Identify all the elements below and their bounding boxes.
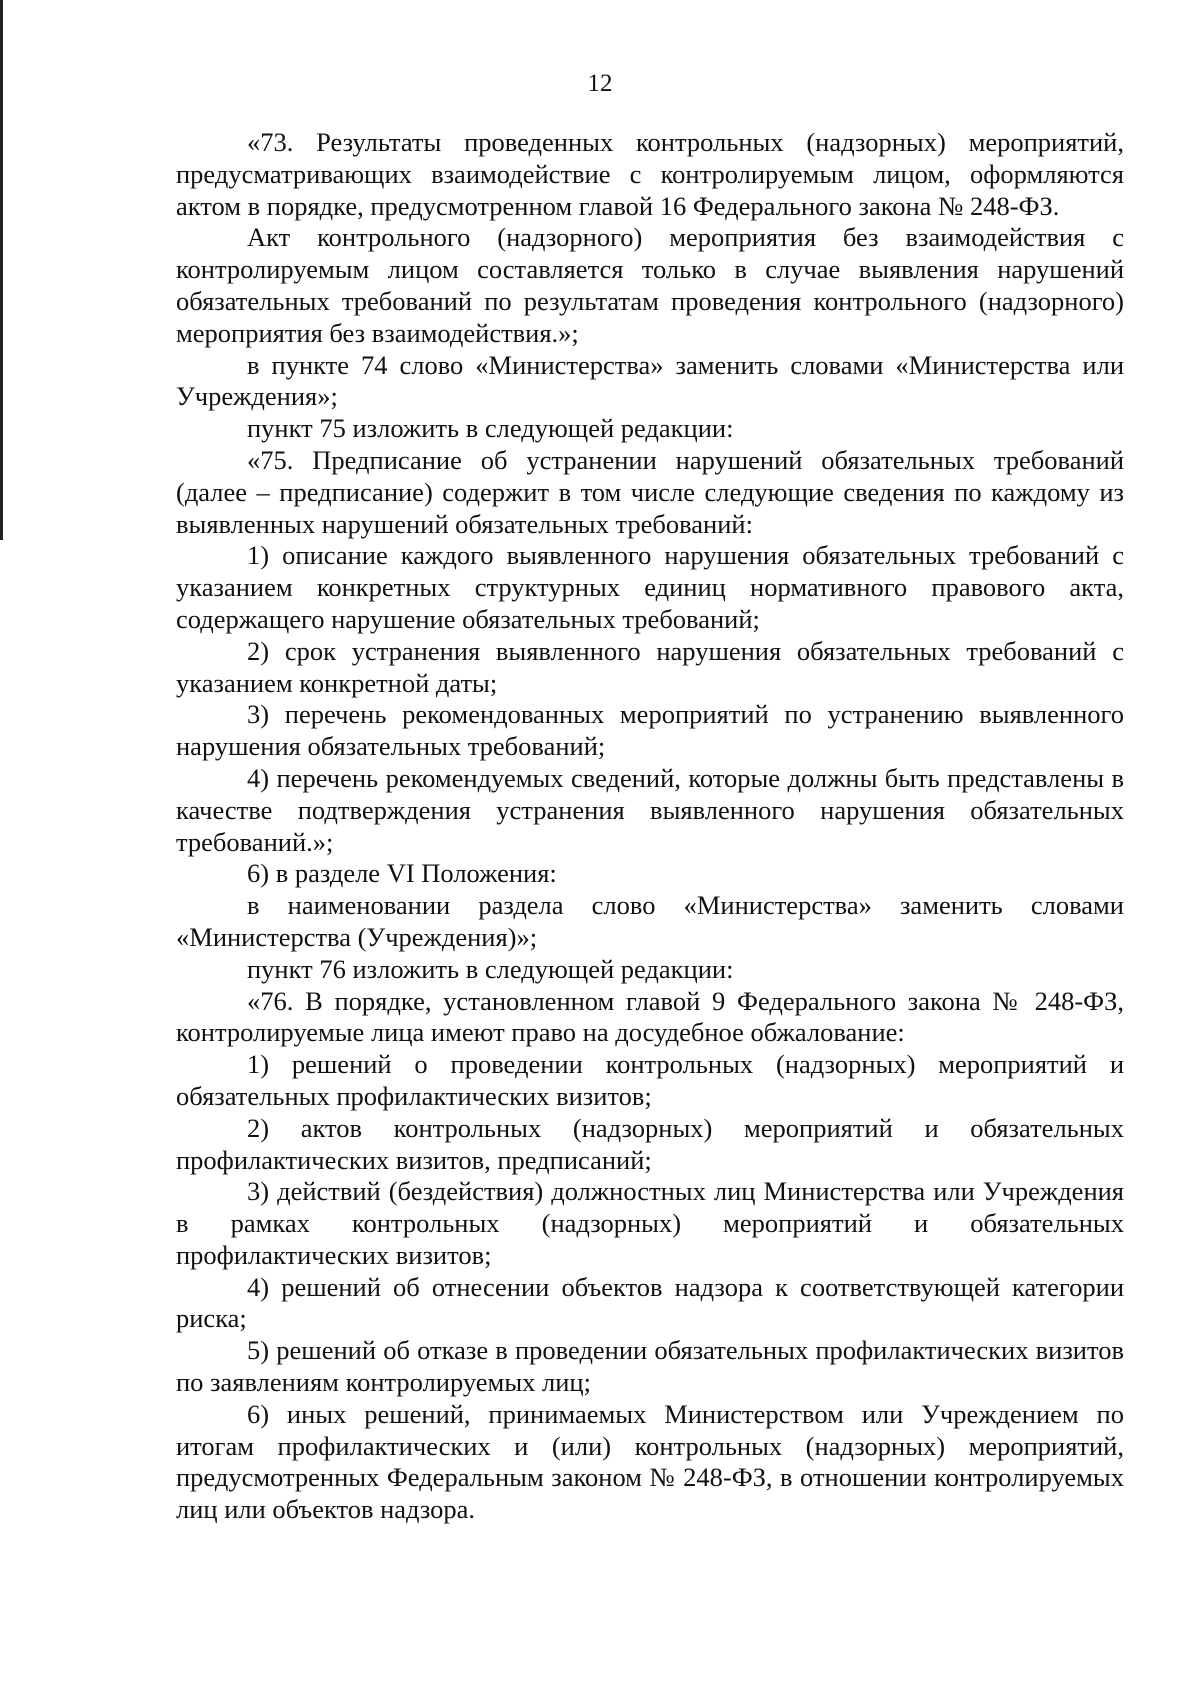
paragraph-76: «76. В порядке, установленном главой 9 Федерального закона № 248-ФЗ, контролируемые лица имеют право на досудебное обжалование:	[176, 985, 1124, 1048]
document-body	[176, 127, 1124, 1526]
paragraph-76-item-3: 3) действий (бездействия) должностных лиц Министерства или Учреждения в рамках контрольных (надзорных) мероприятий и обязательных профилактических визитов;	[176, 1176, 1124, 1270]
paragraph-73: «73. Результаты проведенных контрольных (надзорных) мероприятий, предусматривающих взаимодействие с контролируемым лицом, оформляются актом в порядке, предусмотренном главой 16 Федерального закона № 248-ФЗ.	[176, 127, 1124, 221]
paragraph-75-item-3: 3) перечень рекомендованных мероприятий по устранению выявленного нарушения обязательных требований;	[176, 699, 1124, 762]
paragraph-76-item-5: 5) решений об отказе в проведении обязательных профилактических визитов по заявлениям контролируемых лиц;	[176, 1335, 1124, 1398]
paragraph-section-title-change: в наименовании раздела слово «Министерства» заменить словами «Министерства (Учреждения)»;	[176, 890, 1124, 952]
paragraph-75-item-1: 1) описание каждого выявленного нарушения обязательных требований с указанием конкретных структурных единиц нормативного правового акта, содержащего нарушение обязательных требований;	[176, 540, 1124, 634]
paragraph-act-without-interaction: Акт контрольного (надзорного) мероприятия без взаимодействия с контролируемым лицом составляется только в случае выявления нарушений обязательных требований по результатам проведения контрольного (надзорного) мероприятия без взаимодействия.»;	[176, 222, 1124, 348]
paragraph-75-item-4: 4) перечень рекомендуемых сведений, которые должны быть представлены в качестве подтверждения устранения выявленного нарушения обязательных требований.»;	[176, 762, 1124, 857]
paragraph-section-vi: 6) в разделе VI Положения:	[247, 858, 557, 889]
paragraph-76-item-4: 4) решений об отнесении объектов надзора к соответствующей категории риска;	[176, 1271, 1124, 1334]
paragraph-76-item-6: 6) иных решений, принимаемых Министерством или Учреждением по итогам профилактических и (или) контрольных (надзорных) мероприятий, предусмотренных Федеральным законом № 248-ФЗ, в отношении контролируемых лиц или объектов надзора.	[176, 1398, 1124, 1525]
paragraph-75-item-2: 2) срок устранения выявленного нарушения обязательных требований с указанием конкретной даты;	[176, 635, 1124, 698]
page-number: 12	[587, 70, 613, 97]
paragraph-point-76-intro: пункт 76 изложить в следующей редакции:	[247, 953, 734, 984]
paragraph-point-74: в пункте 74 слово «Министерства» заменить словами «Министерства или Учреждения»;	[176, 349, 1124, 412]
paragraph-76-item-2: 2) актов контрольных (надзорных) мероприятий и обязательных профилактических визитов, предписаний;	[176, 1112, 1124, 1175]
paragraph-76-item-1: 1) решений о проведении контрольных (надзорных) мероприятий и обязательных профилактических визитов;	[176, 1049, 1124, 1111]
paragraph-75: «75. Предписание об устранении нарушений обязательных требований (далее – предписание) содержит в том числе следующие сведения по каждому из выявленных нарушений обязательных требований:	[176, 444, 1124, 539]
paragraph-point-75-intro: пункт 75 изложить в следующей редакции:	[247, 413, 734, 444]
